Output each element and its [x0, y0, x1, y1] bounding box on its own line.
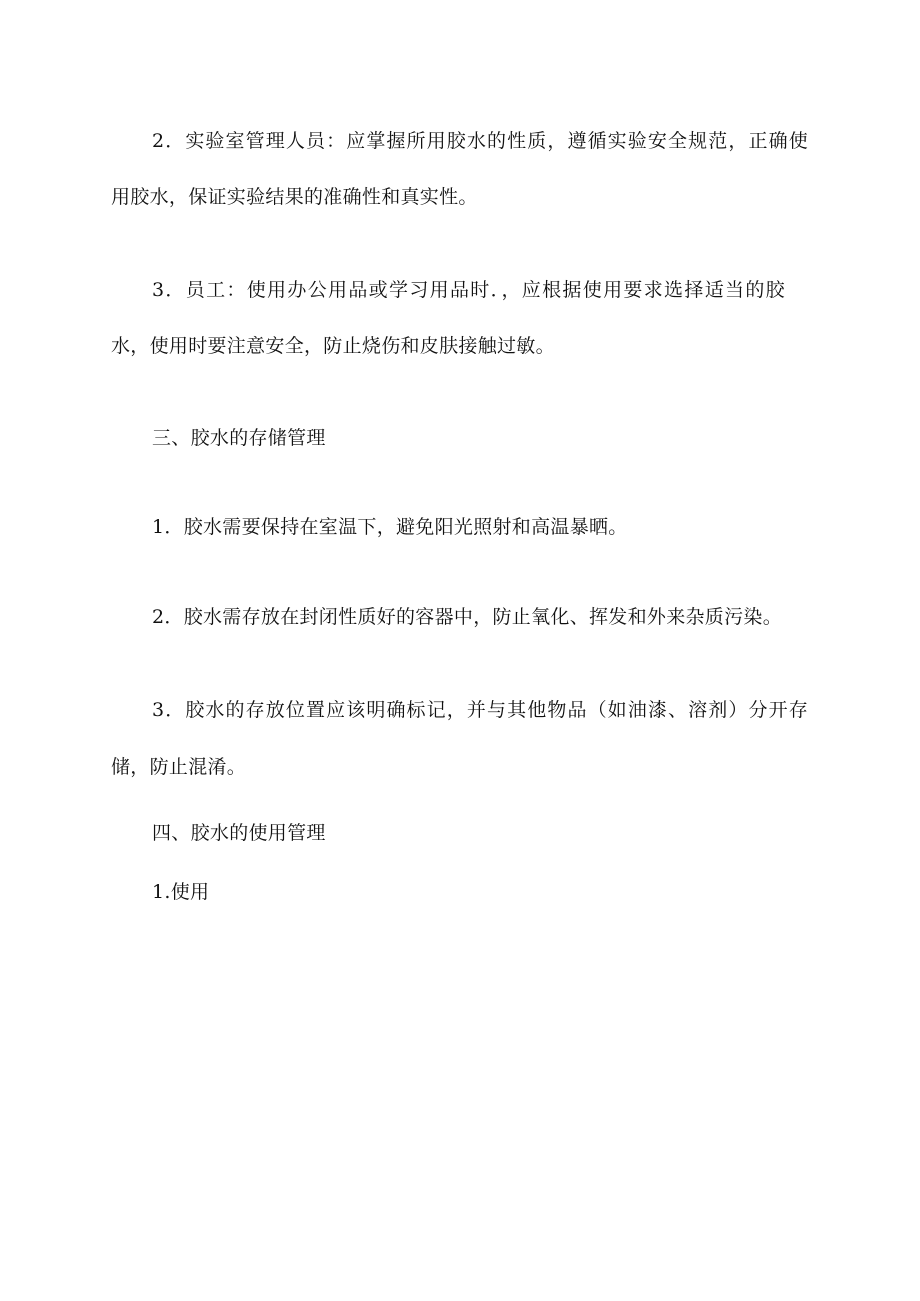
section-heading-usage: 四、胶水的使用管理	[152, 822, 326, 844]
paragraph-3-line-2: 水，使用时要注意安全，防止烧伤和皮肤接触过敏。	[111, 335, 555, 357]
paragraph-3-line-1: 3．员工：使用办公用品或学习用品时．，应根据使用要求选择适当的胶	[152, 279, 785, 301]
storage-item-2: 2．胶水需存放在封闭性质好的容器中，防止氧化、挥发和外来杂质污染。	[152, 606, 782, 628]
storage-item-3-line-1: 3．胶水的存放位置应该明确标记，并与其他物品（如油漆、溶剂）分开存	[152, 699, 808, 721]
storage-item-3-line-2: 储，防止混淆。	[111, 756, 247, 778]
paragraph-2-line-1: 2．实验室管理人员：应掌握所用胶水的性质，遵循实验安全规范，正确使	[152, 130, 808, 152]
usage-item-1: 1.使用	[152, 881, 210, 903]
paragraph-2-line-2: 用胶水，保证实验结果的准确性和真实性。	[111, 186, 478, 208]
section-heading-storage: 三、胶水的存储管理	[152, 427, 326, 449]
storage-item-1: 1．胶水需要保持在室温下，避免阳光照射和高温暴晒。	[152, 516, 628, 538]
